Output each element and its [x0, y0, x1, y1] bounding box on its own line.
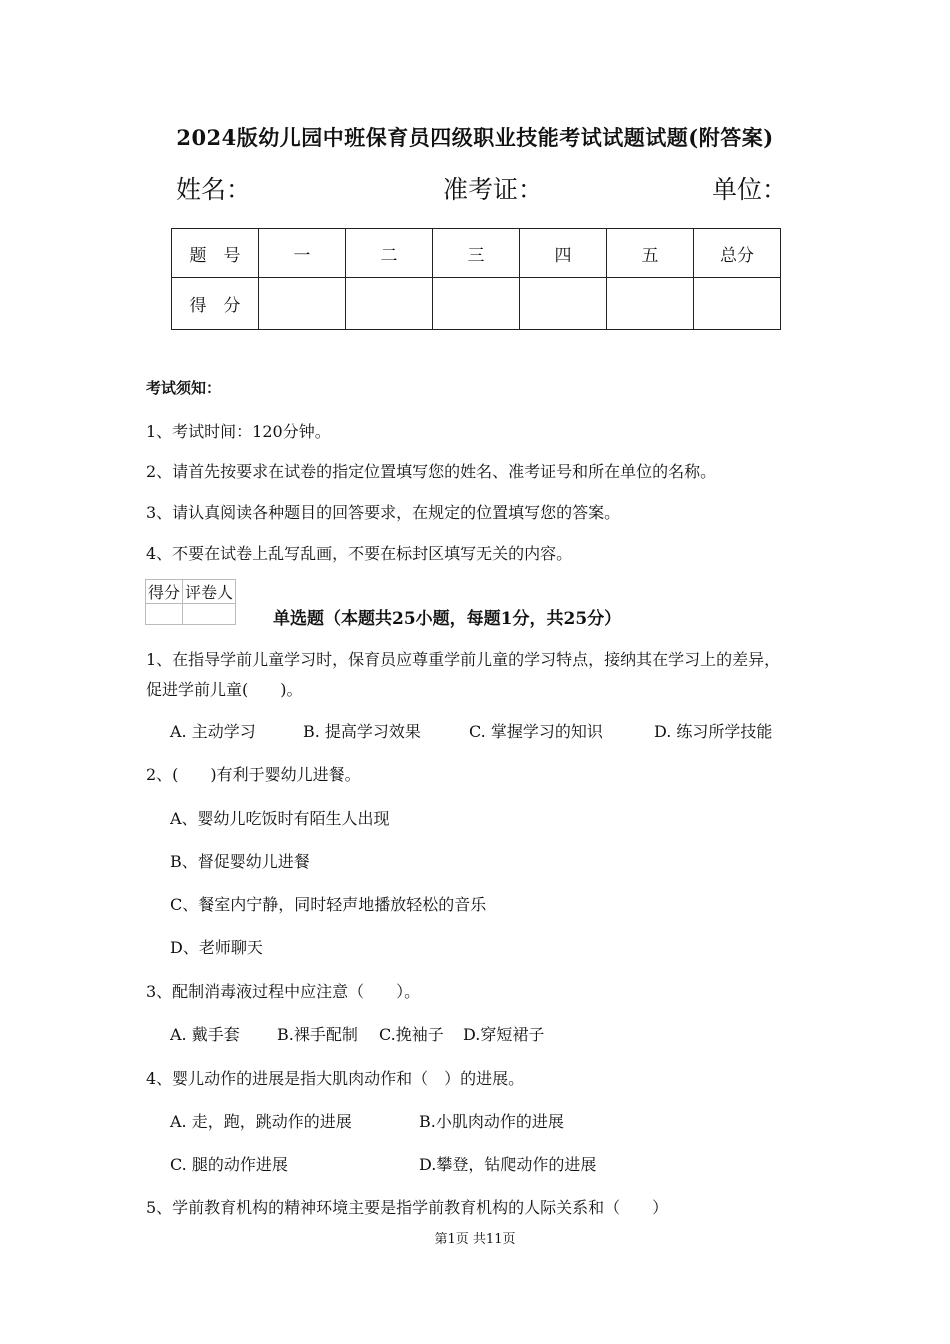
- question-4-option-a: A. 走，跑，跳动作的进展: [170, 1112, 352, 1131]
- question-4-option-b: B.小肌肉动作的进展: [419, 1112, 564, 1131]
- question-2-option-d: D、老师聊天: [170, 938, 263, 957]
- question-1-option-c: C. 掌握学习的知识: [469, 722, 603, 741]
- document-title: 2024版幼儿园中班保育员四级职业技能考试试题试题(附答案): [176, 125, 774, 150]
- question-2-option-b: B、督促婴幼儿进餐: [170, 852, 310, 871]
- score-table-score-row: [172, 278, 781, 330]
- score-header-5: 五: [607, 229, 694, 278]
- question-1-option-d: D. 练习所学技能: [654, 722, 773, 741]
- grader-score-label: 得分: [146, 580, 183, 604]
- score-row-label: 得 分: [172, 278, 259, 330]
- grader-box-header: [146, 580, 236, 604]
- question-3-option-d: D.穿短裙子: [463, 1025, 545, 1044]
- page-footer: 第1页 共11页: [434, 1232, 516, 1247]
- question-3-option-a: A. 戴手套: [170, 1025, 240, 1044]
- notice-item: 3、请认真阅读各种题目的回答要求，在规定的位置填写您的答案。: [146, 503, 621, 522]
- score-header-question-no: 题 号: [172, 229, 259, 278]
- score-cell: [520, 278, 607, 330]
- grader-name-cell: [183, 604, 236, 625]
- question-2-option-a: A、婴幼儿吃饭时有陌生人出现: [170, 809, 390, 828]
- score-header-total: 总分: [694, 229, 781, 278]
- score-cell: [694, 278, 781, 330]
- question-2-stem: 2、( )有利于婴幼儿进餐。: [146, 765, 361, 784]
- score-header-3: 三: [433, 229, 520, 278]
- score-cell: [346, 278, 433, 330]
- score-header-2: 二: [346, 229, 433, 278]
- notice-item: 1、考试时间：120分钟。: [146, 422, 331, 441]
- name-label: 姓名：: [176, 175, 252, 204]
- score-header-1: 一: [259, 229, 346, 278]
- score-cell: [607, 278, 694, 330]
- question-1-stem-line1: 1、在指导学前儿童学习时，保育员应尊重学前儿童的学习特点，接纳其在学习上的差异，: [146, 650, 781, 669]
- question-4-option-c: C. 腿的动作进展: [170, 1155, 288, 1174]
- question-1-option-a: A. 主动学习: [170, 722, 256, 741]
- question-3-option-c: C.挽袖子: [379, 1025, 444, 1044]
- notice-title: 考试须知：: [146, 379, 222, 397]
- notice-item: 4、不要在试卷上乱写乱画，不要在标封区填写无关的内容。: [146, 544, 573, 563]
- score-table: [171, 228, 781, 330]
- question-5-stem: 5、学前教育机构的精神环境主要是指学前教育机构的人际关系和（ ）: [146, 1198, 669, 1217]
- section-title: 单选题（本题共25小题，每题1分，共25分）: [273, 609, 622, 629]
- grader-name-label: 评卷人: [183, 580, 236, 604]
- unit-label: 单位：: [712, 175, 788, 204]
- question-4-option-d: D.攀登，钻爬动作的进展: [419, 1155, 597, 1174]
- question-3-option-b: B.裸手配制: [277, 1025, 358, 1044]
- score-cell: [433, 278, 520, 330]
- notice-item: 2、请首先按要求在试卷的指定位置填写您的姓名、准考证号和所在单位的名称。: [146, 462, 717, 481]
- exam-number-label: 准考证：: [443, 175, 544, 204]
- score-table-header-row: [172, 229, 781, 278]
- grader-score-cell: [146, 604, 183, 625]
- grader-box: [145, 579, 236, 625]
- question-3-stem: 3、配制消毒液过程中应注意（ ）。: [146, 982, 421, 1001]
- grader-box-blank-row: [146, 604, 236, 625]
- question-2-option-c: C、餐室内宁静，同时轻声地播放轻松的音乐: [170, 895, 487, 914]
- score-cell: [259, 278, 346, 330]
- question-4-stem: 4、婴儿动作的进展是指大肌肉动作和（ ）的进展。: [146, 1069, 525, 1088]
- question-1-stem-line2: 促进学前儿童( )。: [146, 680, 303, 699]
- score-header-4: 四: [520, 229, 607, 278]
- question-1-option-b: B. 提高学习效果: [303, 722, 421, 741]
